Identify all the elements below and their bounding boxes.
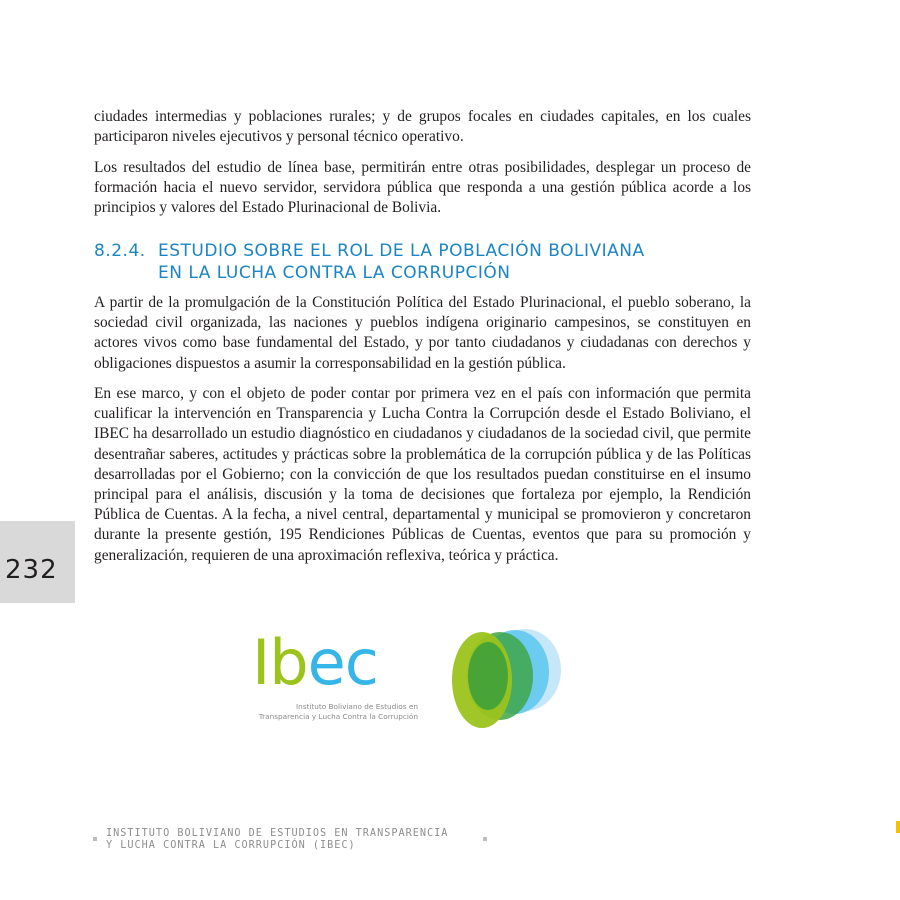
logo-word-ec: ec bbox=[307, 626, 378, 699]
footer bbox=[93, 828, 448, 852]
footer-bullet-left bbox=[93, 837, 97, 841]
paragraph-2-text: Los resultados del estudio de línea base, permitirán entre otras posibilidades, desplegar un proceso de formación hacia el nuevo servidor, servidora pública que responda a una gestión pública acorde a los principios y valores del Estado Plurinacional de Bolivia. bbox=[94, 159, 751, 217]
paragraph-1-text: ciudades intermedias y poblaciones rurales; y de grupos focales en ciudades capitales, en los cuales participaron niveles ejecutivos y personal técnico operativo. bbox=[94, 108, 751, 146]
logo-word-ib: Ib bbox=[252, 626, 308, 699]
logo-subtitle-line2: Transparencia y Lucha Contra la Corrupción bbox=[258, 712, 418, 721]
section-title-line2: EN LA LUCHA CONTRA LA CORRUPCIÓN bbox=[158, 263, 511, 283]
paragraph-3-text: A partir de la promulgación de la Constitución Política del Estado Plurinacional, el pueblo soberano, la sociedad civil organizada, las naciones y pueblos indígena originario campesinos, se constituyen en actores vivos como base fundamental del Estado, y por tanto ciudadanos y ciudadanas con derechos y obligaciones dispuestos a asumir la corresponsabilidad en la gestión pública. bbox=[94, 294, 751, 372]
logo-leaves-icon bbox=[422, 628, 562, 740]
footer-line1: INSTITUTO BOLIVIANO DE ESTUDIOS EN TRANSPARENCIA bbox=[106, 828, 449, 839]
logo-wordmark bbox=[252, 628, 378, 698]
section-heading bbox=[94, 240, 774, 284]
paragraph-4-text: En ese marco, y con el objeto de poder contar por primera vez en el país con información que permita cualificar la intervención en Transparencia y Lucha Contra la Corrupción desde el Estado Boliviano, el IBEC ha desarrollado un estudio diagnóstico en ciudadanos y ciudadanos de la sociedad civil, que permite desentrañar saberes, actitudes y prácticas sobre la problemática de la corrupción pública y de las Políticas desarrolladas por el Gobierno; con la convicción de que los resultados puedan constituirse en el insumo principal para el análisis, discusión y la toma de decisiones que fortaleza por ejemplo, la Rendición Pública de Cuentas. A la fecha, a nivel central, departamental y municipal se promovieron y concretaron durante la presente gestión, 195 Rendiciones Públicas de Cuentas, eventos que para su promoción y generalización, requieren de una aproximación reflexiva, teórica y práctica. bbox=[94, 385, 751, 564]
paragraph-1 bbox=[94, 107, 751, 147]
section-number: 8.2.4. bbox=[94, 241, 146, 261]
footer-text bbox=[93, 828, 448, 852]
ibec-logo bbox=[246, 628, 566, 740]
edge-mark bbox=[896, 821, 900, 833]
page-number: 232 bbox=[5, 555, 58, 585]
paragraph-3 bbox=[94, 293, 751, 374]
logo-subtitle bbox=[250, 702, 418, 722]
page-number-tab bbox=[0, 521, 75, 603]
paragraph-4 bbox=[94, 384, 751, 566]
footer-line2: Y LUCHA CONTRA LA CORRUPCIÓN (IBEC) bbox=[106, 840, 356, 851]
logo-subtitle-line1: Instituto Boliviano de Estudios en bbox=[295, 702, 418, 711]
paragraph-2 bbox=[94, 158, 751, 219]
section-title-line1: ESTUDIO SOBRE EL ROL DE LA POBLACIÓN BOLIVIANA bbox=[158, 241, 645, 261]
footer-bullet-right bbox=[483, 837, 487, 841]
